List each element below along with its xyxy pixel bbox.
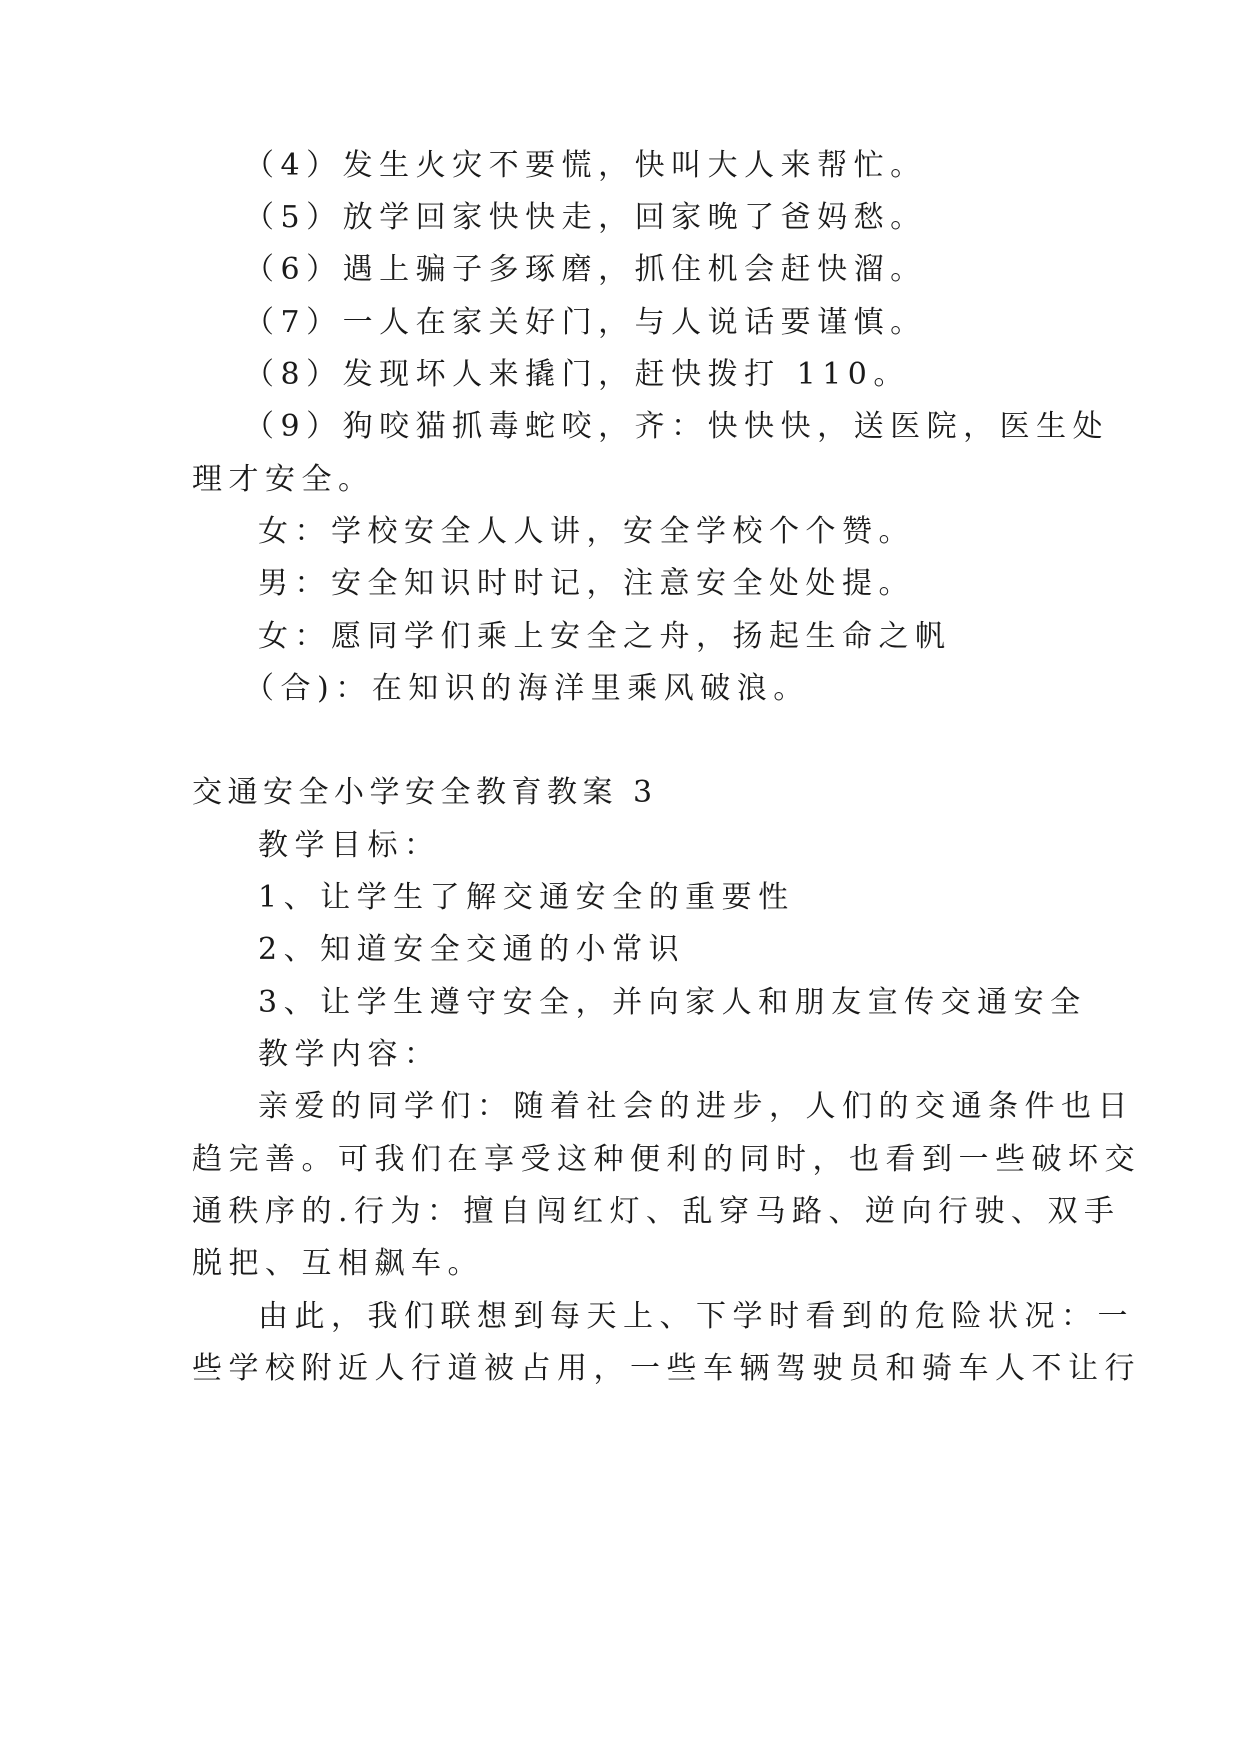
paragraph-2-line-1: 由此，我们联想到每天上、下学时看到的危险状况：一 xyxy=(258,1299,1134,1334)
content-heading: 教学内容： xyxy=(258,1037,441,1072)
dialogue-line-male: 男：安全知识时时记，注意安全处处提。 xyxy=(258,566,915,601)
rhyme-line-8: （8）发现坏人来撬门，赶快拨打 110。 xyxy=(244,357,910,392)
paragraph-1-line-1: 亲爱的同学们：随着社会的进步，人们的交通条件也日 xyxy=(258,1089,1134,1124)
section-title: 交通安全小学安全教育教案 3 xyxy=(192,775,658,810)
rhyme-line-9: （9）狗咬猫抓毒蛇咬，齐：快快快，送医院，医生处 xyxy=(244,409,1110,444)
objective-item-2: 2、知道安全交通的小常识 xyxy=(258,932,686,967)
objective-item-1: 1、让学生了解交通安全的重要性 xyxy=(258,880,795,915)
paragraph-2-line-2: 些学校附近人行道被占用，一些车辆驾驶员和骑车人不让行 xyxy=(192,1351,1141,1386)
paragraph-1-line-4: 脱把、互相飙车。 xyxy=(192,1246,484,1281)
dialogue-line-female-2: 女：愿同学们乘上安全之舟，扬起生命之帆 xyxy=(258,619,952,654)
objective-item-3: 3、让学生遵守安全，并向家人和朋友宣传交通安全 xyxy=(258,985,1087,1020)
paragraph-1-line-2: 趋完善。可我们在享受这种便利的同时，也看到一些破坏交 xyxy=(192,1142,1141,1177)
rhyme-line-6: （6）遇上骗子多琢磨，抓住机会赶快溜。 xyxy=(244,252,927,287)
rhyme-line-9-continued: 理才安全。 xyxy=(192,462,375,497)
rhyme-line-7: （7）一人在家关好门，与人说话要谨慎。 xyxy=(244,305,927,340)
objectives-heading: 教学目标： xyxy=(258,828,441,863)
rhyme-line-5: （5）放学回家快快走，回家晚了爸妈愁。 xyxy=(244,200,927,235)
rhyme-line-4: （4）发生火灾不要慌，快叫大人来帮忙。 xyxy=(244,148,927,183)
dialogue-line-female-1: 女：学校安全人人讲，安全学校个个赞。 xyxy=(258,514,915,549)
dialogue-line-together: （合)：在知识的海洋里乘风破浪。 xyxy=(244,671,810,706)
paragraph-1-line-3: 通秩序的.行为：擅自闯红灯、乱穿马路、逆向行驶、双手 xyxy=(192,1194,1121,1229)
